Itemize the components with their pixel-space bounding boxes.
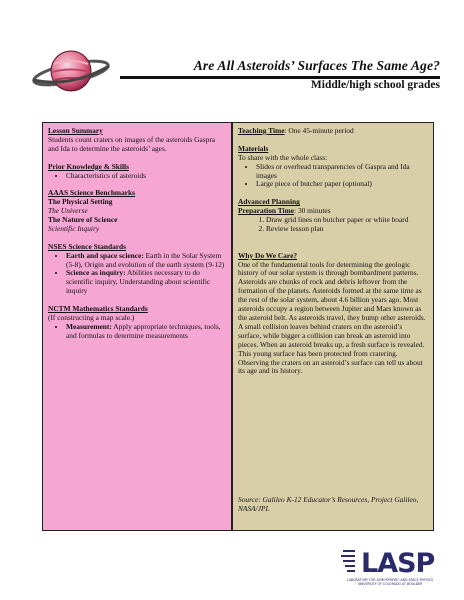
list-item: 2. Review lesson plan — [266, 225, 427, 234]
nses-1-label: Earth and space science: — [66, 250, 144, 260]
list-item — [66, 252, 226, 270]
nses-heading: NSES Science Standards — [48, 241, 127, 251]
lesson-summary-heading: Lesson Summary — [48, 126, 103, 135]
source-citation: Source: Galileo K-12 Educator’s Resources, Project Galileo, NASA/JPL — [238, 495, 419, 513]
nses-2-text: Abilities necessary to do scientific inquiry, Understanding about scientific inquiry — [66, 268, 211, 296]
materials-heading: Materials — [238, 143, 269, 153]
lasp-logo-text: LASP — [361, 548, 435, 579]
planet-illustration — [30, 42, 112, 100]
page-title: Are All Asteroids’ Surfaces The Same Age? — [193, 58, 440, 73]
why-heading: Why Do We Care? — [238, 250, 298, 260]
aaas-benchmark-2: The Nature of Science — [48, 215, 118, 225]
aaas-benchmark-1-sub: The Universe — [48, 206, 88, 216]
nctm-heading: NCTM Mathematics Standards — [48, 304, 148, 314]
teaching-time-label: Teaching Time — [238, 126, 285, 135]
teaching-time-value: : One 45-minute period — [284, 126, 354, 135]
right-column — [233, 123, 433, 530]
materials-list — [238, 163, 427, 190]
list-item: • Characteristics of asteroids — [66, 172, 226, 181]
advanced-planning-heading: Advanced Planning — [238, 197, 300, 207]
prior-knowledge-list — [48, 172, 226, 181]
lasp-logo-subtitle: LABORATORY FOR ATMOSPHERIC AND SPACE PHYSICS UNIVERSITY OF COLORADO AT BOULDER — [346, 578, 434, 586]
nses-1-text: Earth in the Solar System (5-8), Origin and evolution of the earth system (9-12) — [66, 250, 225, 269]
nctm-1-text: Apply appropriate techniques, tools, and formulas to determine measurements — [66, 321, 221, 340]
prior-knowledge-heading: Prior Knowledge & Skills — [48, 161, 129, 171]
preparation-steps — [238, 216, 427, 234]
lesson-summary-text: Students count craters on images of the asteroids Gaspra and Ida to determine the asteroids’ ages. — [48, 134, 216, 153]
nses-list — [48, 252, 226, 297]
list-item: • Large piece of butcher paper (optional) — [256, 180, 427, 189]
left-column — [43, 123, 233, 530]
nctm-1-label: Measurement: — [66, 321, 112, 331]
page-subtitle: Middle/high school grades — [310, 79, 440, 91]
preparation-time-label: Preparation Time — [238, 206, 295, 216]
aaas-benchmark-1: The Physical Setting — [48, 197, 113, 207]
list-item: 1. Draw grid lines on butcher paper or white board — [266, 216, 427, 225]
list-item: • Slides or overhead transparencies of Gaspra and Ida images — [256, 163, 427, 181]
aaas-benchmark-2-sub: Scientific Inquiry — [48, 223, 100, 233]
nses-2-label: Science as inquiry: — [66, 268, 126, 278]
preparation-time-value: : 30 minutes — [294, 206, 331, 216]
lesson-table — [42, 122, 434, 531]
aaas-heading: AAAS Science Benchmarks — [48, 188, 136, 198]
list-item — [66, 323, 226, 341]
nctm-note: (If constructing a map scale.) — [48, 312, 135, 322]
materials-intro: To share with the whole class: — [238, 152, 328, 162]
why-text: One of the fundamental tools for determining the geologic history of our solar system is through bombardment patterns. Asteroids are chunks of rock and debris leftover from the formation of the planets. Asteroids formed at the same time as the rest of the solar system, about 4.6 billion years ago. Most asteroids occupy a region between Jupiter and Mars known as the asteroid belt. As asteroids travel, they bump other asteroids. A small collision leaves behind craters on the asteroid’s surface, while bigger a collision can break an asteroid into pieces. When an asteroid breaks up, a fresh surface is revealed. This young surface has been protected from cratering. Observing the craters on an asteroid’s surface can tell us about its age and its history. — [238, 259, 426, 376]
teaching-time — [238, 127, 427, 136]
list-item — [66, 269, 226, 296]
nctm-list — [48, 323, 226, 341]
